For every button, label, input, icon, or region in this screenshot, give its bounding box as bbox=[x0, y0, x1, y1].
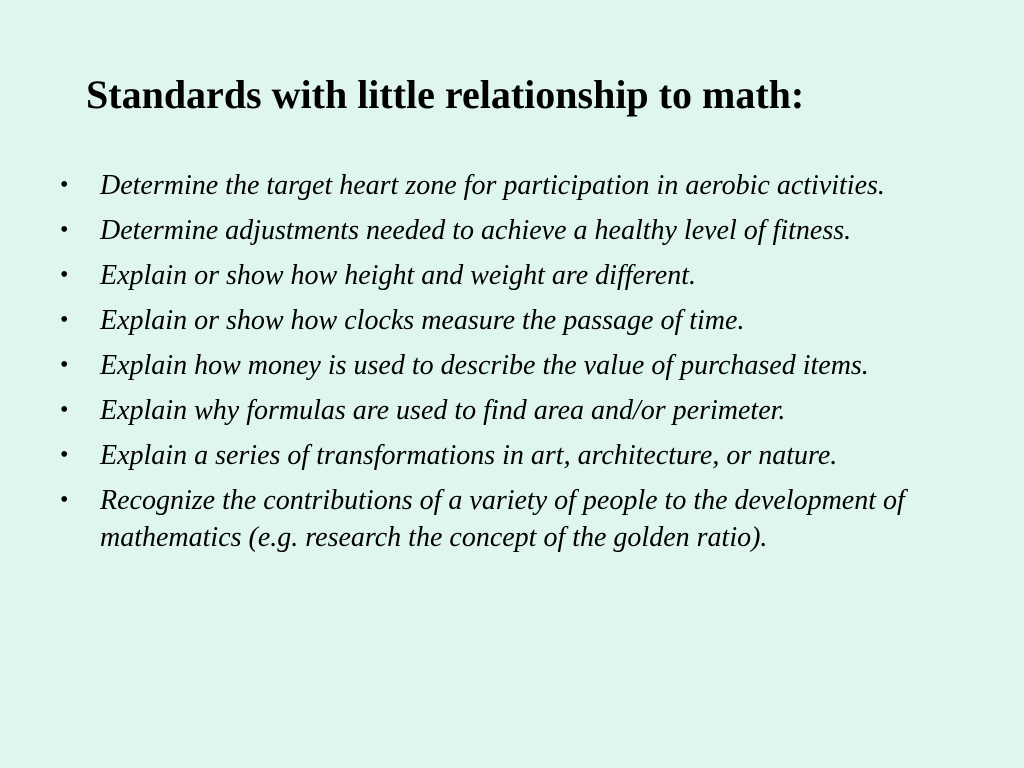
bullet-icon: • bbox=[60, 442, 69, 468]
bullet-icon: • bbox=[60, 352, 69, 378]
bullet-icon: • bbox=[60, 217, 69, 243]
bullet-item bbox=[60, 257, 960, 294]
bullet-icon: • bbox=[60, 487, 69, 513]
bullet-text: Explain why formulas are used to find area and/or perimeter. bbox=[100, 395, 786, 426]
bullet-icon: • bbox=[60, 262, 69, 288]
bullet-text: Explain or show how height and weight are different. bbox=[100, 260, 696, 291]
bullet-item bbox=[60, 212, 960, 249]
slide-title: Standards with little relationship to math: bbox=[86, 72, 805, 117]
bullet-item bbox=[60, 167, 960, 204]
bullet-item bbox=[60, 392, 960, 429]
bullet-icon: • bbox=[60, 307, 69, 333]
bullet-text: Determine the target heart zone for participation in aerobic activities. bbox=[100, 170, 885, 201]
bullet-item bbox=[60, 347, 960, 384]
bullet-list bbox=[60, 167, 960, 564]
bullet-item bbox=[60, 302, 960, 339]
bullet-item bbox=[60, 482, 960, 556]
bullet-text: Explain a series of transformations in art, architecture, or nature. bbox=[100, 440, 838, 471]
bullet-icon: • bbox=[60, 397, 69, 423]
bullet-text: Explain or show how clocks measure the passage of time. bbox=[100, 305, 745, 336]
bullet-text: Recognize the contributions of a variety of people to the development of mathematics (e.g. research the concept of the golden ratio). bbox=[100, 485, 905, 553]
bullet-icon: • bbox=[60, 172, 69, 198]
bullet-text: Determine adjustments needed to achieve a healthy level of fitness. bbox=[100, 215, 852, 246]
bullet-item bbox=[60, 437, 960, 474]
bullet-text: Explain how money is used to describe the value of purchased items. bbox=[100, 350, 869, 381]
